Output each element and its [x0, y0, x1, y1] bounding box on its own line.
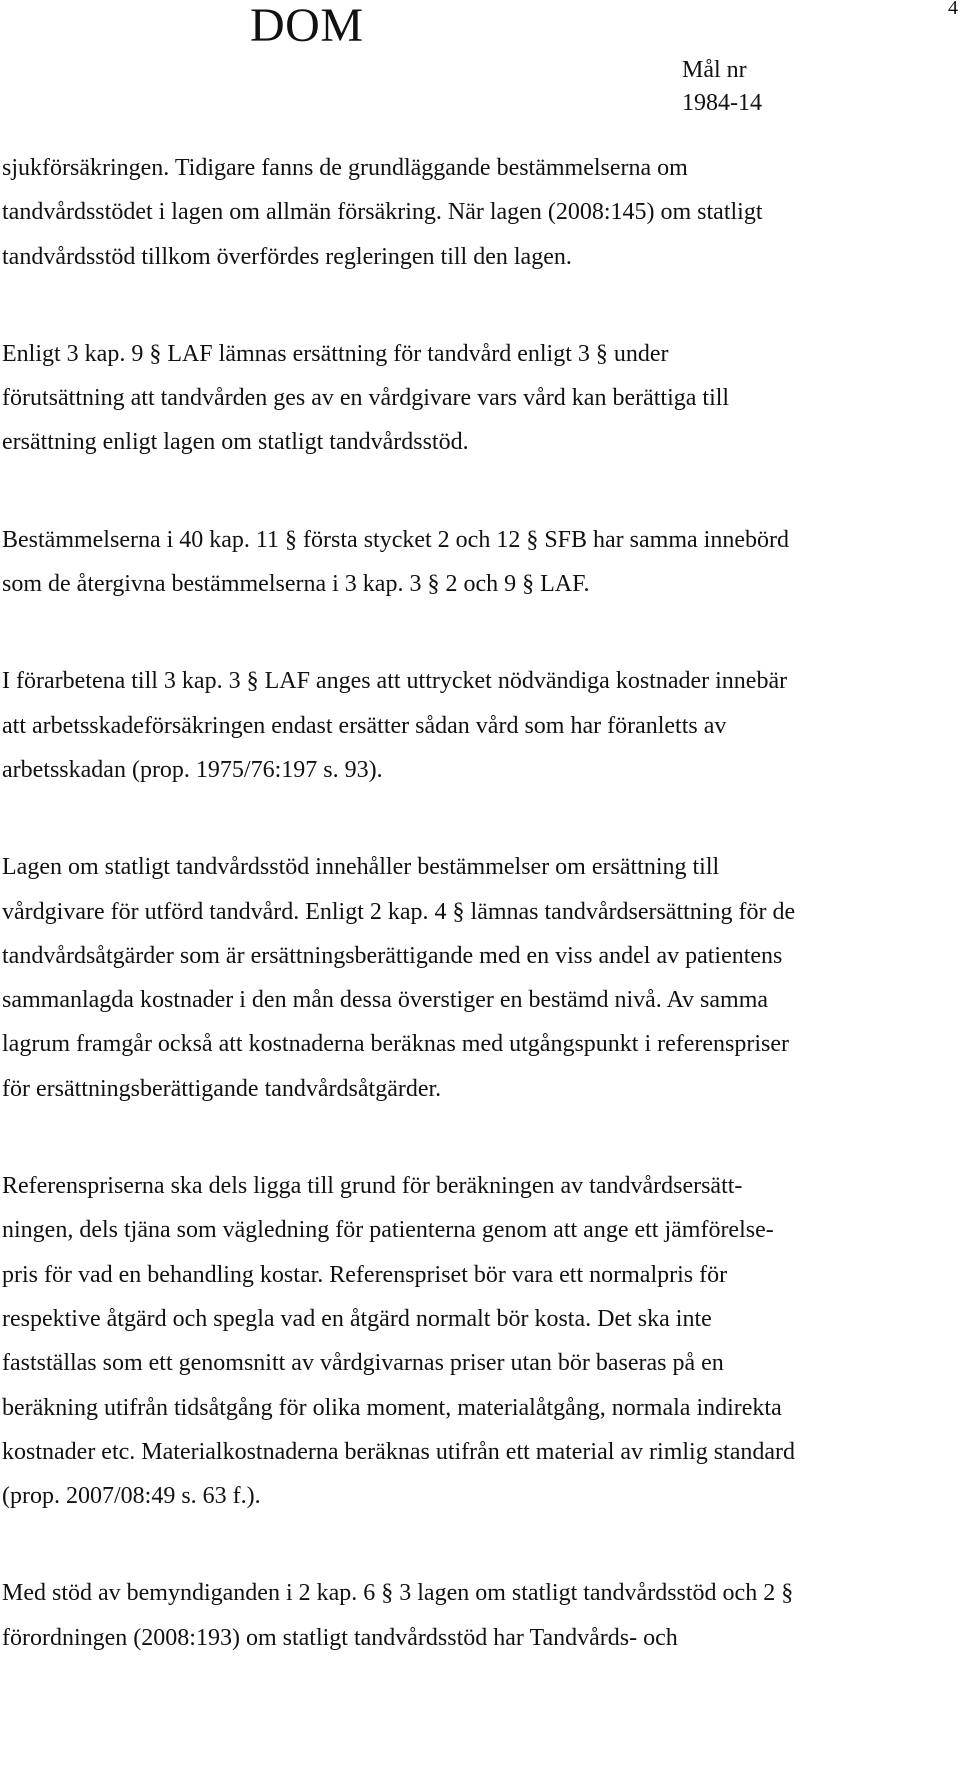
paragraph: [2, 146, 952, 279]
text-line: som de återgivna bestämmelserna i 3 kap. 3 § 2 och 9 § LAF.: [2, 571, 590, 598]
text-line: pris för vad en behandling kostar. Referenspriset bör vara ett normalpris för: [2, 1261, 728, 1288]
paragraph: [2, 332, 952, 465]
text-line: för ersättningsberättigande tandvårdsåtgärder.: [2, 1075, 442, 1102]
text-line: respektive åtgärd och spegla vad en åtgärd normalt bör kosta. Det ska inte: [2, 1305, 712, 1332]
paragraph: [2, 518, 952, 607]
text-line: sammanlagda kostnader i den mån dessa överstiger en bestämd nivå. Av samma: [2, 987, 769, 1014]
text-line: att arbetsskadeförsäkringen endast ersätter sådan vård som har föranletts av: [2, 712, 727, 739]
text-line: tandvårdsstödet i lagen om allmän försäkring. När lagen (2008:145) om statligt: [2, 199, 763, 226]
case-number: 1984-14: [682, 90, 762, 116]
text-line: förordningen (2008:193) om statligt tandvårdsstöd har Tandvårds- och: [2, 1624, 678, 1651]
page-number: 4: [948, 0, 958, 19]
paragraph: [2, 1164, 952, 1518]
text-line: ningen, dels tjäna som vägledning för patienterna genom att ange ett jämförelse-: [2, 1217, 774, 1244]
text-line: Bestämmelserna i 40 kap. 11 § första stycket 2 och 12 § SFB har samma innebörd: [2, 526, 789, 553]
text-line: vårdgivare för utförd tandvård. Enligt 2 kap. 4 § lämnas tandvårdsersättning för de: [2, 898, 796, 925]
text-line: sjukförsäkringen. Tidigare fanns de grundläggande bestämmelserna om: [2, 155, 688, 181]
text-line: tandvårdsstöd tillkom överfördes regleringen till den lagen.: [2, 243, 572, 270]
text-line: Referenspriserna ska dels ligga till grund för beräkningen av tandvårdsersätt-: [2, 1173, 743, 1200]
text-line: beräkning utifrån tidsåtgång för olika moment, materialåtgång, normala indirekta: [2, 1394, 782, 1421]
text-line: Enligt 3 kap. 9 § LAF lämnas ersättning för tandvård enligt 3 § under: [2, 340, 669, 367]
text-line: Lagen om statligt tandvårdsstöd innehåller bestämmelser om ersättning till: [2, 854, 720, 881]
paragraph: [2, 1571, 952, 1660]
text-line: tandvårdsåtgärder som är ersättningsberättigande med en viss andel av patientens: [2, 942, 783, 969]
text-line: lagrum framgår också att kostnaderna beräknas med utgångspunkt i referenspriser: [2, 1031, 790, 1058]
text-line: Med stöd av bemyndiganden i 2 kap. 6 § 3 lagen om statligt tandvårdsstöd och 2 §: [2, 1580, 794, 1607]
paragraph: [2, 845, 952, 1111]
text-line: arbetsskadan (prop. 1975/76:197 s. 93).: [2, 756, 383, 783]
body-text: [2, 146, 952, 1713]
paragraph: [2, 659, 952, 792]
text-line: kostnader etc. Materialkostnaderna beräknas utifrån ett material av rimlig standard: [2, 1438, 796, 1465]
text-line: förutsättning att tandvården ges av en vårdgivare vars vård kan berättiga till: [2, 385, 730, 412]
text-line: fastställas som ett genomsnitt av vårdgivarnas priser utan bör baseras på en: [2, 1350, 724, 1377]
text-line: ersättning enligt lagen om statligt tandvårdsstöd.: [2, 429, 469, 456]
document-title: DOM: [250, 0, 364, 52]
text-line: (prop. 2007/08:49 s. 63 f.).: [2, 1483, 261, 1510]
case-number-label: Mål nr: [682, 57, 747, 83]
text-line: I förarbetena till 3 kap. 3 § LAF anges att uttrycket nödvändiga kostnader innebär: [2, 668, 788, 695]
